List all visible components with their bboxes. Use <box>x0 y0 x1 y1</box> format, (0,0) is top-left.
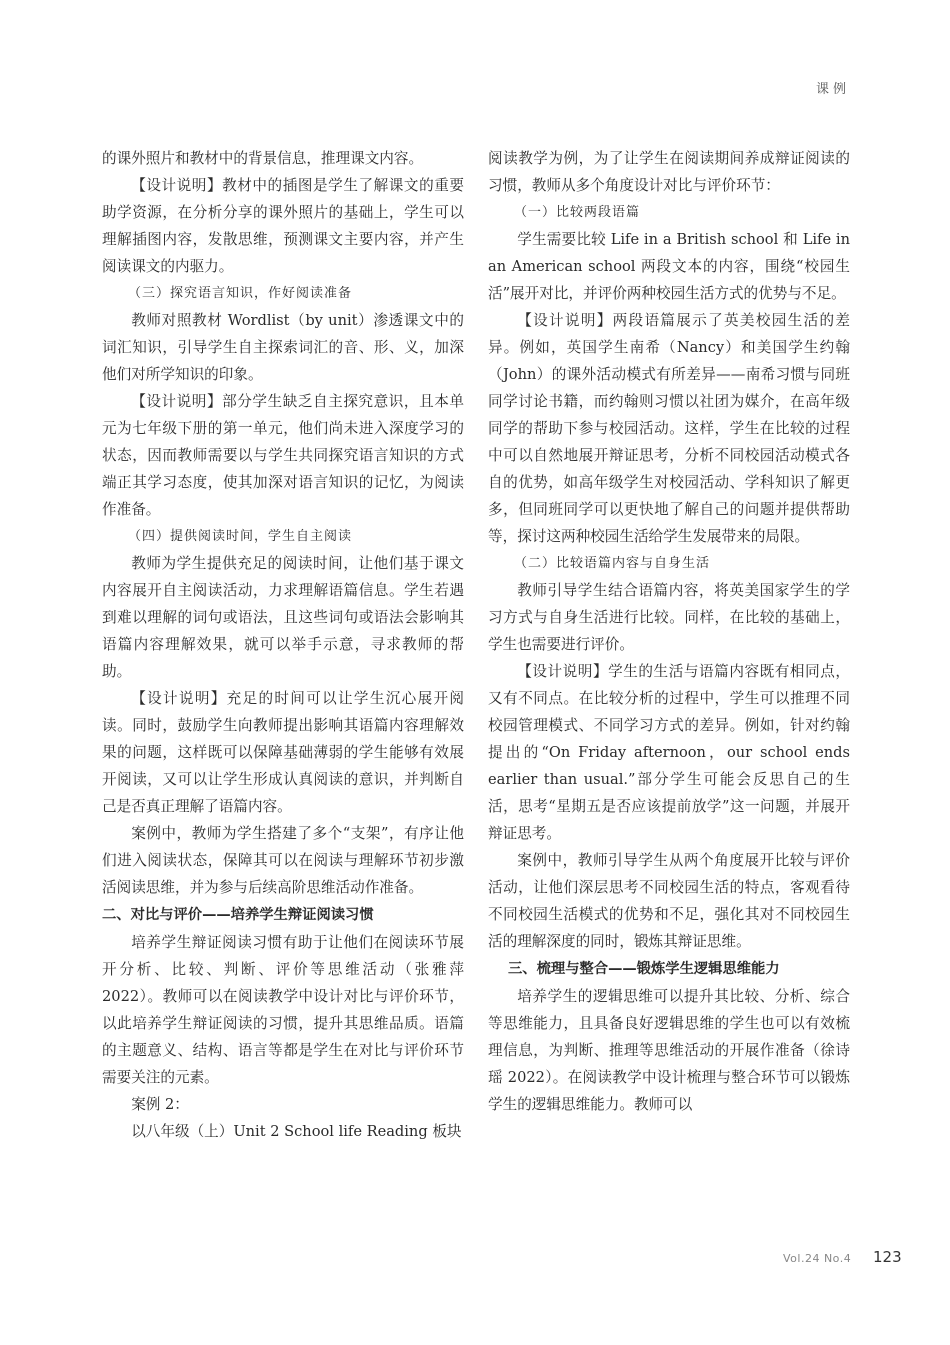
subsection-title: （一）比较两段语篇 <box>514 205 641 220</box>
paragraph: 案例中，教师引导学生从两个角度展开比较与评价活动，让他们深层思考不同校园生活的特点，客观看待不同校园生活模式的优势和不足，强化其对不同校园生活的理解深度的同时，锻炼其辩证思维。 <box>488 852 850 950</box>
paragraph: 培养学生的逻辑思维可以提升其比较、分析、综合等思维能力，且具备良好逻辑思维的学生也可以有效梳理信息，为判断、推理等思维活动的开展作准备（徐诗瑶 2022）。在阅读教学中设计梳理与整合环节可以锻炼学生的逻辑思维能力。教师可以 <box>488 988 850 1113</box>
section-heading: 二、对比与评价——培养学生辩证阅读习惯 <box>102 907 374 923</box>
paragraph: 的课外照片和教材中的背景信息，推理课文内容。 <box>102 150 424 167</box>
paragraph: 教师为学生提供充足的阅读时间，让他们基于课文内容展开自主阅读活动，力求理解语篇信息。学生若遇到难以理解的词句或语法，且这些词句或语法会影响其语篇内容理解效果，就可以举手示意，寻求教师的帮助。 <box>102 555 464 680</box>
paragraph: 学生需要比较 Life in a British school 和 Life in an American school 两段文本的内容，围绕“校园生活”展开对比，并评价两种校园生活方式的优势与不足。 <box>488 231 850 302</box>
paragraph: 教师引导学生结合语篇内容，将英美国家学生的学习方式与自身生活进行比较。同样，在比较的基础上，学生也需要进行评价。 <box>488 582 850 653</box>
section-label: 课例 <box>815 82 850 97</box>
paragraph: 【设计说明】学生的生活与语篇内容既有相同点，又有不同点。在比较分析的过程中，学生可以推理不同校园管理模式、不同学习方式的差异。例如，针对约翰提出的“On Friday afternoon，our school ends earlier than usual.”部分学生可能会反思自己的生活，思考“星期五是否应该提前放学”这一问题，并展开辩证思考。 <box>488 663 850 842</box>
paragraph: 【设计说明】两段语篇展示了英美校园生活的差异。例如，英国学生南希（Nancy）和美国学生约翰（John）的课外活动模式有所差异——南希习惯与同班同学讨论书籍，而约翰则习惯以社团为媒介，在高年级同学的帮助下参与校园活动。这样，学生在比较的过程中可以自然地展开辩证思考，分析不同校园活动模式各自的优势，如高年级学生对校园活动、学科知识了解更多，但同班同学可以更快地了解自己的问题并提供帮助等，探讨这两种校园生活给学生发展带来的局限。 <box>488 312 850 545</box>
right-column <box>488 145 850 1118</box>
paragraph: 案例中，教师为学生搭建了多个“支架”，有序让他们进入阅读状态，保障其可以在阅读与理解环节初步激活阅读思维，并为参与后续高阶思维活动作准备。 <box>102 825 464 896</box>
paragraph: 培养学生辩证阅读习惯有助于让他们在阅读环节展开分析、比较、判断、评价等思维活动（张雅萍 2022）。教师可以在阅读教学中设计对比与评价环节，以此培养学生辩证阅读的习惯，提升其思维品质。语篇的主题意义、结构、语言等都是学生在对比与评价环节需要关注的元素。 <box>102 934 464 1086</box>
paragraph: 【设计说明】教材中的插图是学生了解课文的重要助学资源，在分析分享的课外照片的基础上，学生可以理解插图内容，发散思维，预测课文主要内容，并产生阅读课文的内驱力。 <box>102 177 464 275</box>
paragraph: 案例 2： <box>131 1096 189 1113</box>
journal-volume: Vol.24 No.4 <box>783 1252 852 1265</box>
paragraph: 【设计说明】部分学生缺乏自主探究意识，且本单元为七年级下册的第一单元，他们尚未进入深度学习的状态，因而教师需要以与学生共同探究语言知识的方式端正其学习态度，使其加深对语言知识的记忆，为阅读作准备。 <box>102 393 464 518</box>
subsection-title: （三）探究语言知识，作好阅读准备 <box>128 286 353 301</box>
page-number: 123 <box>873 1248 902 1266</box>
paragraph: 以八年级（上）Unit 2 School life Reading 板块 <box>131 1123 462 1140</box>
subsection-title: （四）提供阅读时间，学生自主阅读 <box>128 529 353 544</box>
subsection-title: （二）比较语篇内容与自身生活 <box>514 556 711 571</box>
paragraph: 【设计说明】充足的时间可以让学生沉心展开阅读。同时，鼓励学生向教师提出影响其语篇内容理解效果的问题，这样既可以保障基础薄弱的学生能够有效展开阅读，又可以让学生形成认真阅读的意识，并判断自己是否真正理解了语篇内容。 <box>102 690 464 815</box>
left-column <box>102 145 464 1145</box>
paragraph: 教师对照教材 Wordlist（by unit）渗透课文中的词汇知识，引导学生自主探索词汇的音、形、义，加深他们对所学知识的印象。 <box>102 312 464 383</box>
section-heading: 三、梳理与整合——锻炼学生逻辑思维能力 <box>508 961 780 977</box>
paragraph: 阅读教学为例，为了让学生在阅读期间养成辩证阅读的习惯，教师从多个角度设计对比与评价环节： <box>488 150 850 194</box>
